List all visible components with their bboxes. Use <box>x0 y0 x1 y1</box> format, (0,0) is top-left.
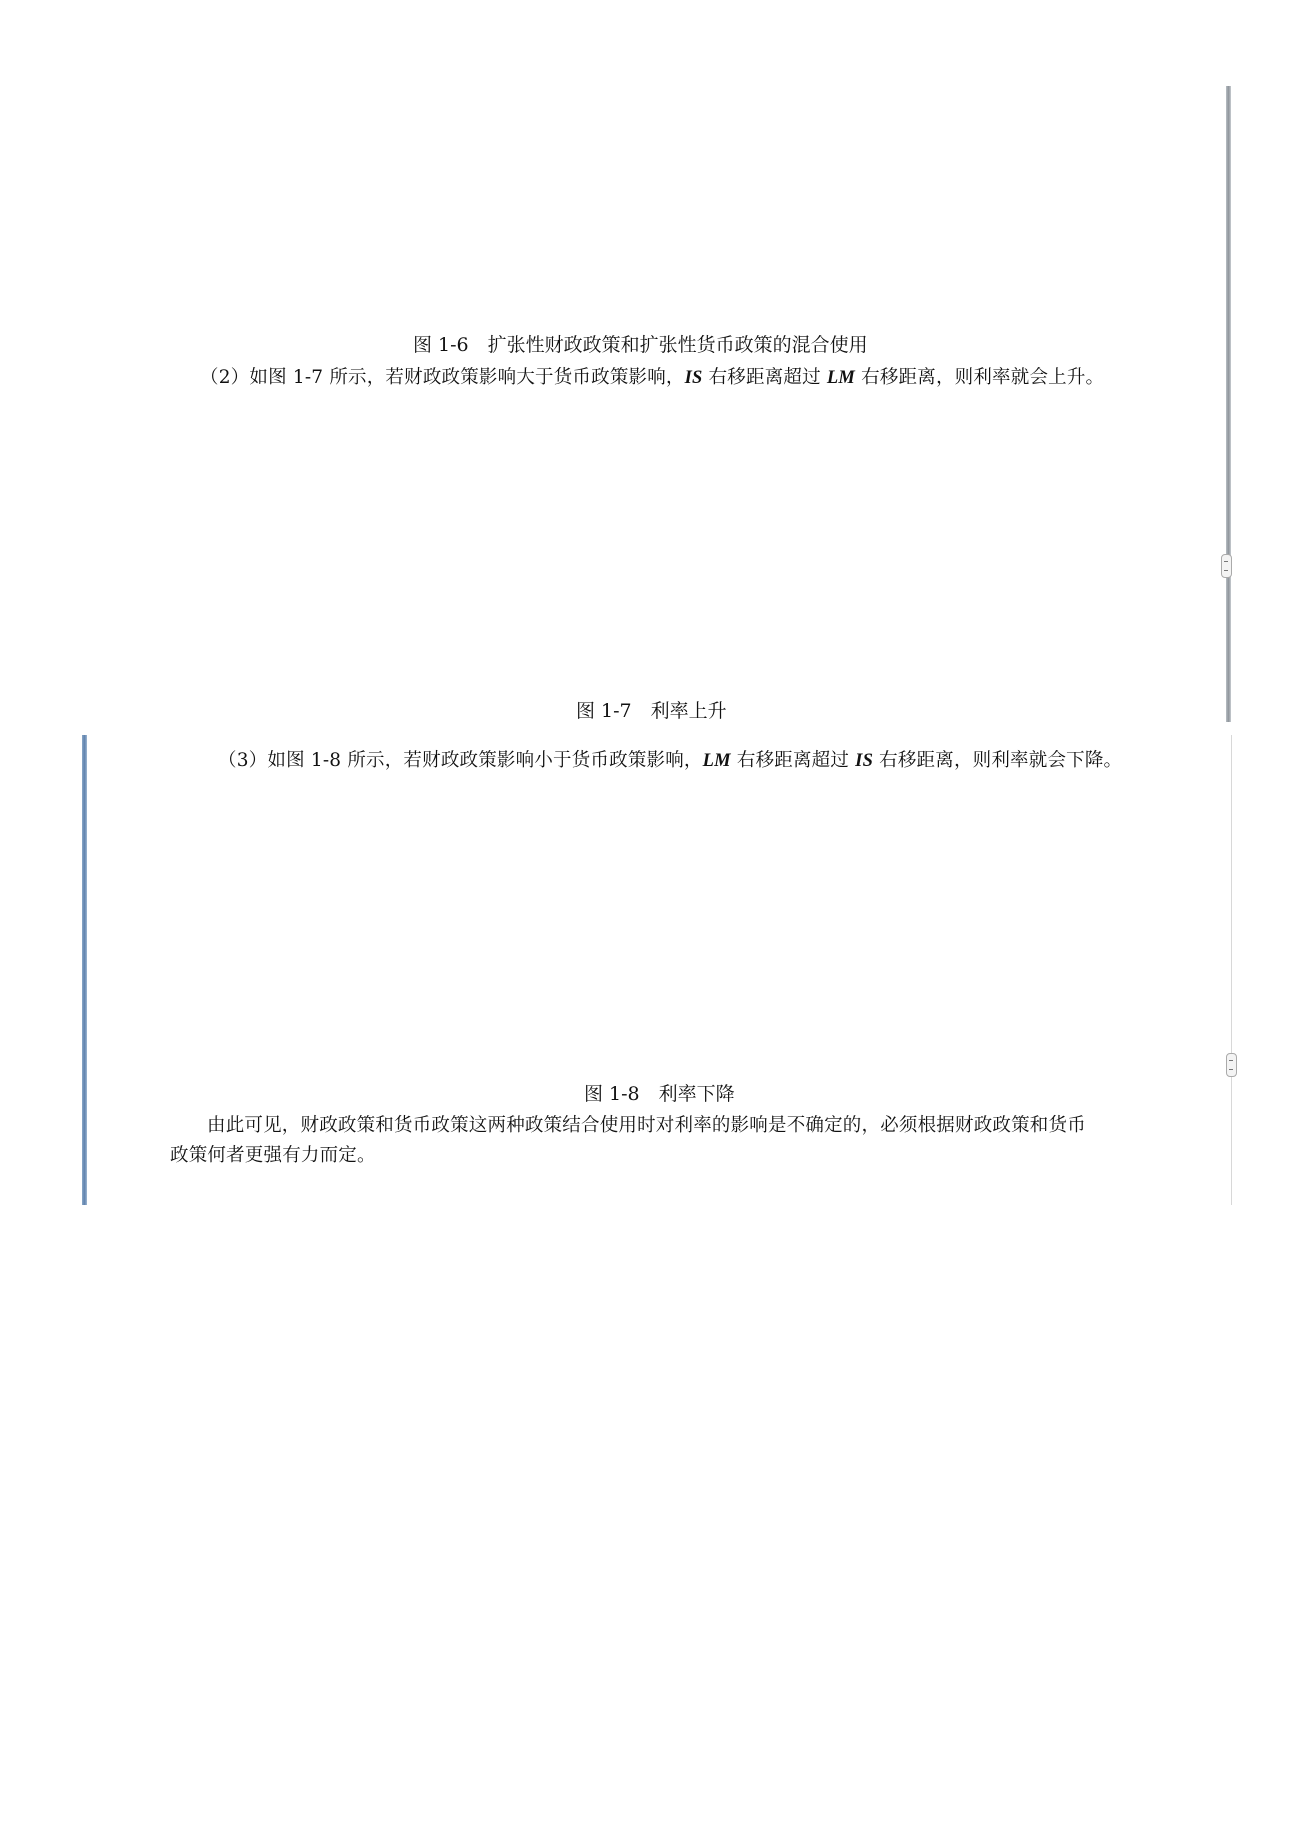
fig2-y0-label: $y_0$ <box>599 664 608 678</box>
fig1-LM-label: LM <box>755 116 779 135</box>
paragraph-3: （3）如图 1-8 所示，若财政政策影响小于货币政策影响，LM 右移距离超过 IS 右移距离，则利率就会下降。 <box>218 750 1123 771</box>
fig1-r-label: r <box>504 92 510 108</box>
fig2-ISprime-label: IS′ <box>766 599 778 611</box>
fig1-ystar-label: y* <box>683 300 700 320</box>
fig1-IS-label: IS <box>737 257 752 276</box>
fig1-LMprime-label: LM′ <box>776 143 804 162</box>
paragraph-4-line-2: 政策何者更强有力而定。 <box>170 1145 376 1166</box>
fig3-lm-curve <box>525 800 700 982</box>
fig2-LMprime-label: LM′ <box>706 437 724 449</box>
left-selection-bar <box>82 735 87 1205</box>
fig2-r-label: r <box>489 412 493 423</box>
fig3-IS-label: IS <box>747 1022 757 1034</box>
fig2-pct-label: (%) <box>475 426 492 438</box>
fig-1-6-caption: 图 1-6 扩张性财政政策和扩张性货币政策的混合使用 <box>413 334 868 356</box>
fig3-r-label: r <box>492 804 496 815</box>
right-resize-handle-upper[interactable] <box>1221 554 1232 578</box>
fig3-y0-label: $y_0$ <box>618 1054 627 1068</box>
fig3-ystar-label: y* <box>686 1054 697 1066</box>
fig2-lmprime-curve <box>524 436 708 628</box>
fig3-LM-label: LM <box>703 782 719 794</box>
fig3-is-curve <box>539 805 750 1018</box>
fig2-y-label: y <box>811 662 816 674</box>
fig1-r0-label: $r_0$ <box>498 186 511 208</box>
fig3-E-label: E <box>618 873 625 885</box>
fig2-is-curve <box>522 423 719 622</box>
fig2-Eprime-label: E′ <box>666 487 676 499</box>
fig3-lmprime-curve <box>577 835 785 1014</box>
fig3-r1-label: $r_1$ <box>486 918 495 932</box>
fig3-ISprime-label: IS′ <box>785 993 797 1005</box>
fig-1-8-caption: 图 1-8 利率下降 <box>584 1083 735 1105</box>
paragraph-2: （2）如图 1-7 所示，若财政政策影响大于货币政策影响，IS 右移距离超过 LM 右移距离，则利率就会上升。 <box>200 367 1105 388</box>
fig-1-7-caption: 图 1-7 利率上升 <box>576 700 727 722</box>
fig1-isprime-curve <box>590 138 757 233</box>
right-divider-lower <box>1231 735 1232 1205</box>
fig3-Eprime-label: E′ <box>688 903 698 915</box>
fig1-y-label: y <box>800 298 808 318</box>
right-scroll-bar-upper[interactable] <box>1226 86 1231 722</box>
fig2-E-label: E <box>600 500 607 512</box>
fig2-isprime-curve <box>566 406 763 604</box>
fig3-pct-label: (%) <box>478 817 495 829</box>
fig1-Eprime-label: E′ <box>707 190 722 209</box>
fig2-ystar-label: y* <box>651 664 662 676</box>
fig1-ISprime-label: IS′ <box>763 232 781 251</box>
fig2-r0-label: $r_0$ <box>484 513 493 527</box>
fig3-LMprime-label: LM′ <box>786 838 804 850</box>
fig1-y0-label: $y_0$ <box>624 300 638 323</box>
fig2-IS-label: IS <box>717 618 727 630</box>
fig1-E-label: E <box>625 170 636 189</box>
fig3-y-label: y <box>819 1051 824 1063</box>
fig2-LM-label: LM <box>668 416 684 428</box>
fig2-r1-label: $r_1$ <box>484 486 493 500</box>
fig3-r0-label: $r_0$ <box>486 886 495 900</box>
fig1-pct-label: (%) <box>486 112 509 128</box>
fig3-isprime-curve <box>556 790 779 1002</box>
paragraph-4-line-1: 由此可见，财政政策和货币政策这两种政策结合使用时对利率的影响是不确定的，必须根据财政政策和货币 <box>207 1115 1086 1136</box>
right-resize-handle-lower[interactable] <box>1226 1053 1237 1077</box>
